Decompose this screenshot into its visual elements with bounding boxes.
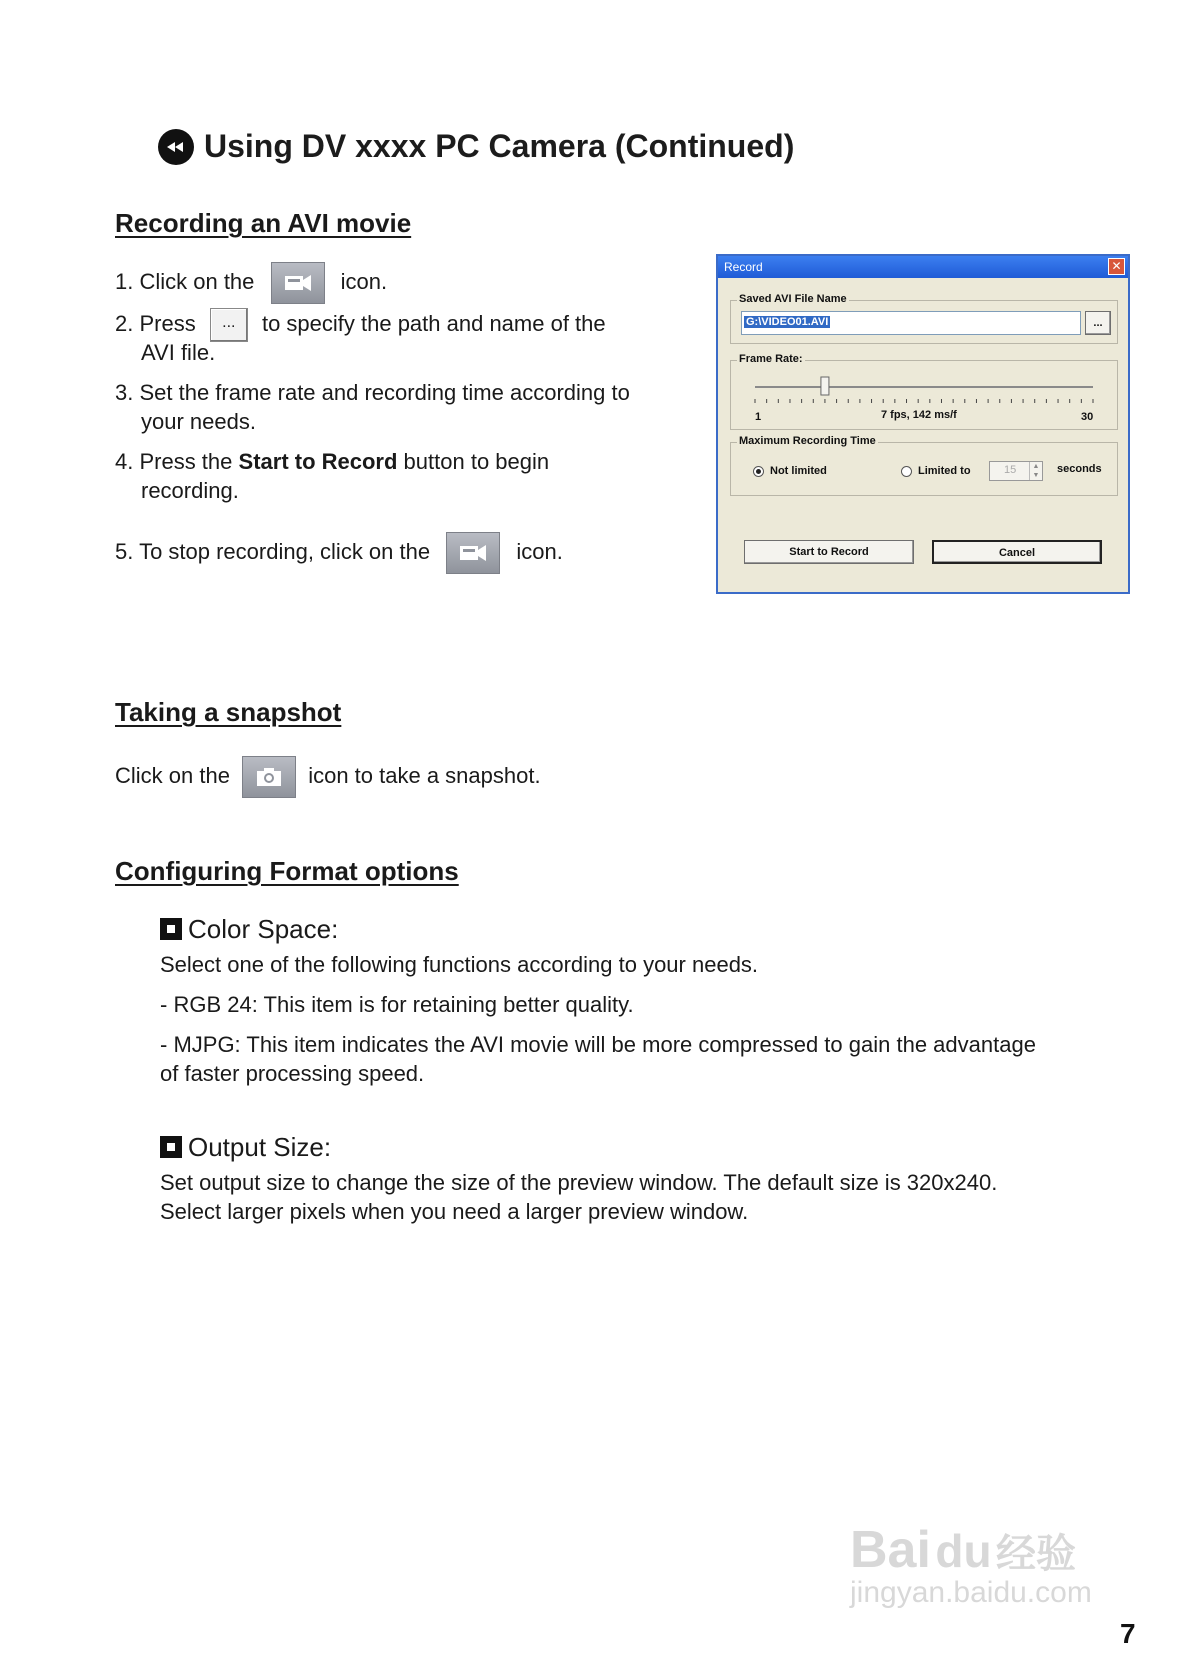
square-bullet-icon — [160, 918, 182, 940]
radio-not-limited-label: Not limited — [770, 465, 827, 477]
page-title — [158, 128, 794, 165]
step-5 — [115, 532, 563, 574]
step-4-text: 4. Press the — [115, 449, 239, 474]
step-4-text-end: button to begin — [397, 449, 550, 474]
limited-seconds-value: 15 — [1004, 464, 1017, 476]
step-2-cont: AVI file. — [141, 340, 216, 365]
step-4-cont: recording. — [141, 478, 239, 503]
snapshot-camera-icon[interactable] — [242, 756, 296, 798]
file-name-input[interactable] — [741, 311, 1081, 335]
step-5-text-end: icon. — [516, 538, 563, 564]
dialog-title: Record — [724, 260, 763, 274]
snapshot-text-end: icon to take a snapshot. — [308, 762, 541, 788]
watermark-brand: Bai — [850, 1521, 931, 1579]
stop-record-camera-icon[interactable] — [446, 532, 500, 574]
recording-heading: Recording an AVI movie — [115, 208, 412, 238]
output-size-title-text: Output Size: — [188, 1132, 332, 1162]
step-1 — [115, 262, 387, 304]
page-number: 7 — [1120, 1618, 1136, 1649]
square-bullet-icon — [160, 1136, 182, 1158]
output-size-line-1: Set output size to change the size of the preview window. The default size is 320x240. — [160, 1170, 998, 1195]
seconds-label: seconds — [1057, 463, 1102, 475]
file-group-label: Saved AVI File Name — [739, 293, 847, 305]
dialog-titlebar — [718, 256, 1128, 278]
step-4 — [115, 448, 549, 476]
snapshot-text: Click on the — [115, 762, 230, 788]
step-3: 3. Set the frame rate and recording time according to — [115, 380, 630, 405]
arrow-circle-icon — [158, 129, 194, 165]
spinner-arrows-icon[interactable]: ▲ ▼ — [1029, 462, 1042, 480]
radio-limited[interactable] — [901, 465, 971, 477]
step-5-text: 5. To stop recording, click on the — [115, 538, 431, 564]
recording-time-group — [730, 435, 1118, 496]
slider-ticks — [755, 399, 1093, 403]
watermark-url: jingyan.baidu.com — [850, 1576, 1092, 1609]
record-camera-icon[interactable] — [271, 262, 325, 304]
frame-min-label: 1 — [755, 411, 762, 423]
step-3-cont: your needs. — [141, 409, 256, 434]
output-size-title — [160, 1132, 331, 1163]
color-space-title-text: Color Space: — [188, 914, 339, 944]
step-2 — [115, 308, 606, 342]
limited-seconds-spinner[interactable] — [989, 461, 1043, 481]
step-1-text-end: icon. — [340, 268, 388, 294]
output-size-line-2: Select larger pixels when you need a larger preview window. — [160, 1199, 749, 1224]
mjpg-item — [160, 1030, 1120, 1088]
snapshot-heading: Taking a snapshot — [115, 697, 342, 727]
snapshot-line — [115, 756, 541, 798]
step-4-bold: Start to Record — [238, 449, 398, 474]
radio-not-limited[interactable] — [753, 465, 827, 477]
record-dialog — [716, 254, 1130, 594]
format-heading: Configuring Format options — [115, 856, 459, 886]
radio-selected-icon — [753, 466, 764, 477]
page-title-text: Using DV xxxx PC Camera (Continued) — [204, 128, 795, 164]
color-space-title — [160, 914, 338, 945]
time-group-label: Maximum Recording Time — [739, 435, 876, 447]
watermark-brand-cn: 经验 — [996, 1532, 1077, 1576]
start-to-record-button[interactable]: Start to Record — [744, 540, 914, 564]
file-name-value: G:\VIDEO01.AVI — [746, 316, 829, 328]
rgb-item: - RGB 24: This item is for retaining better quality. — [160, 992, 634, 1017]
baidu-watermark — [850, 1520, 1092, 1610]
watermark-brand-b: du — [935, 1525, 992, 1577]
slider-thumb — [821, 377, 829, 395]
close-icon[interactable]: ✕ — [1108, 258, 1125, 275]
radio-limited-label: Limited to — [918, 465, 971, 477]
step-2-text-end: to specify the path and name of the — [261, 310, 606, 336]
mjpg-item-line-2: of faster processing speed. — [160, 1061, 425, 1086]
cancel-button[interactable]: Cancel — [932, 540, 1102, 564]
color-space-intro: Select one of the following functions according to your needs. — [160, 952, 759, 977]
step-2-text: 2. Press — [115, 310, 196, 336]
browse-button-illustration: ... — [210, 308, 248, 342]
radio-unselected-icon — [901, 466, 912, 477]
step-1-text: 1. Click on the — [115, 268, 255, 294]
output-size-text — [160, 1168, 1120, 1226]
frame-group-label: Frame Rate: — [739, 353, 803, 365]
frame-rate-group — [730, 353, 1118, 430]
browse-button[interactable]: ... — [1085, 311, 1111, 335]
frame-readout: 7 fps, 142 ms/f — [881, 409, 957, 421]
mjpg-item-line-1: - MJPG: This item indicates the AVI movie will be more compressed to gain the advantage — [160, 1032, 1036, 1057]
file-name-group — [730, 293, 1118, 344]
frame-max-label: 30 — [1081, 411, 1094, 423]
